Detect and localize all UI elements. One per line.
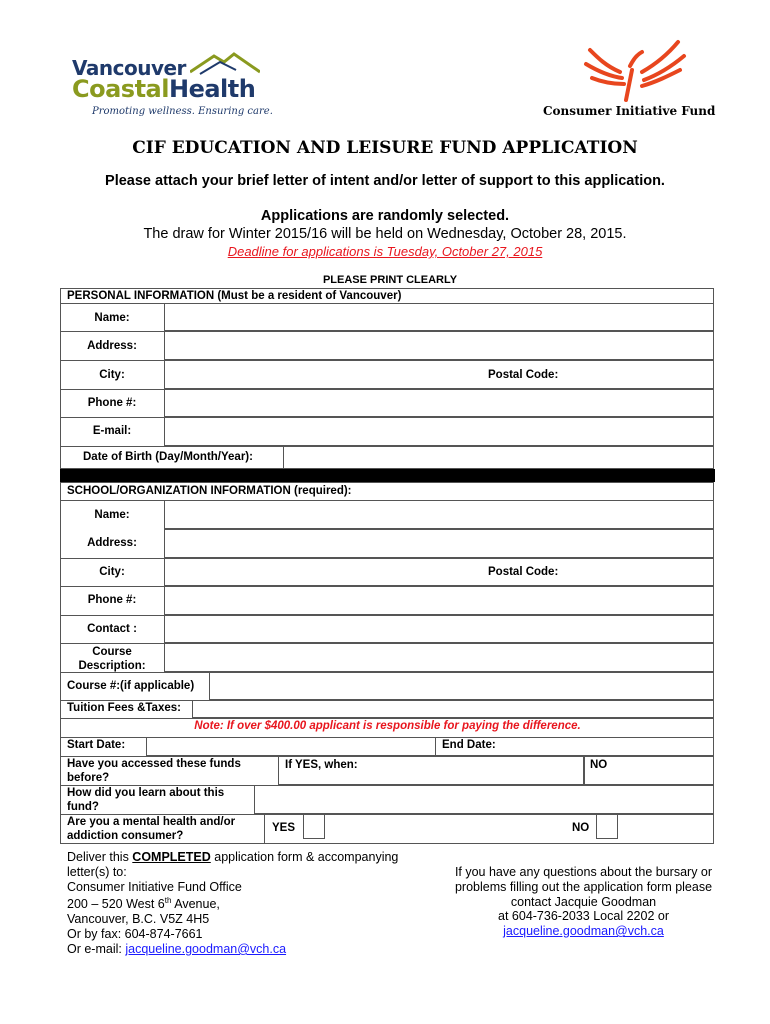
completed-emphasis: COMPLETED (132, 850, 211, 864)
personal-phone-field[interactable] (164, 389, 714, 417)
personal-city-label: City: (99, 369, 125, 381)
personal-name-label: Name: (94, 312, 130, 324)
tuition-note: Note: If over $400.00 applicant is responsible for paying the difference. (194, 720, 581, 732)
start-date-label: Start Date: (67, 739, 126, 751)
email-prefix: Or e-mail: (67, 941, 126, 956)
consumer-label: Are you a mental health and/or addiction consumer? (67, 816, 236, 842)
school-name-label: Name: (94, 509, 130, 521)
personal-email-label: E-mail: (92, 425, 132, 437)
school-course-desc-label: Course Description: (78, 646, 146, 672)
deliver-line4 (67, 894, 427, 912)
address-avenue: Avenue, (171, 897, 220, 912)
end-date-label: End Date: (442, 739, 496, 751)
personal-dob-field[interactable] (283, 446, 714, 469)
delivery-email-link[interactable]: jacqueline.goodman@vch.ca (125, 941, 287, 956)
random-note: Applications are randomly selected. (260, 208, 510, 224)
learn-about-label: How did you learn about this fund? (67, 787, 225, 813)
if-yes-when-field[interactable] (278, 756, 584, 785)
consumer-no-checkbox[interactable] (596, 814, 618, 839)
vch-logo-line1: Vancouver (72, 56, 186, 80)
vch-logo-health: Health (168, 75, 256, 103)
deliver-line3: Consumer Initiative Fund Office (67, 879, 242, 894)
school-course-num-field[interactable] (209, 672, 714, 700)
school-contact-label: Contact : (87, 623, 137, 635)
personal-dob-label: Date of Birth (Day/Month/Year): (83, 451, 253, 463)
delivery-instructions (67, 850, 427, 957)
contact-email-link[interactable]: jacqueline.goodman@vch.ca (503, 924, 664, 939)
address-sup: th (164, 896, 172, 906)
personal-city-field[interactable] (164, 360, 714, 389)
contact-line3: contact Jacquie Goodman (510, 894, 657, 909)
school-phone-label: Phone #: (87, 594, 137, 606)
contact-info (440, 865, 727, 939)
school-phone-field[interactable] (164, 586, 714, 615)
mountain-icon (190, 50, 260, 76)
accessed-no-label: NO (590, 759, 608, 771)
personal-address-field[interactable] (164, 331, 714, 360)
draw-note: The draw for Winter 2015/16 will be held on Wednesday, October 28, 2015. (143, 226, 627, 242)
deliver-line5: Vancouver, B.C. V5Z 4H5 (67, 912, 210, 927)
school-city-label: City: (99, 566, 125, 578)
deliver-line7 (67, 942, 427, 957)
school-city-field[interactable] (164, 558, 714, 586)
cif-logo-label: Consumer Initiative Fund (543, 104, 716, 118)
page-title: CIF EDUCATION AND LEISURE FUND APPLICATION (132, 138, 638, 158)
school-contact-field[interactable] (164, 615, 714, 643)
school-postal-label: Postal Code: (488, 566, 559, 578)
vch-logo-coastal: Coastal (72, 75, 169, 103)
if-yes-when-label: If YES, when: (285, 759, 358, 771)
school-name-field[interactable] (164, 500, 714, 529)
accessed-before-label: Have you accessed these funds before? (67, 758, 241, 784)
deliver-suffix: application form & accompanying (210, 850, 399, 864)
vch-logo-line2 (72, 75, 255, 103)
section-divider (60, 469, 715, 482)
school-tuition-field[interactable] (192, 700, 714, 718)
start-date-field[interactable] (146, 737, 436, 756)
contact-line4: at 604-736-2033 Local 2202 or (498, 909, 669, 924)
school-course-desc-field[interactable] (164, 643, 714, 672)
personal-info-heading: PERSONAL INFORMATION (Must be a resident of Vancouver) (67, 290, 402, 302)
print-clearly-note: PLEASE PRINT CLEARLY (322, 274, 458, 286)
accessed-no-field[interactable] (584, 756, 714, 785)
school-info-heading: SCHOOL/ORGANIZATION INFORMATION (required): (67, 485, 352, 497)
consumer-yes-checkbox[interactable] (303, 814, 325, 839)
deliver-line6: Or by fax: 604-874-7661 (67, 927, 203, 942)
learn-about-field[interactable] (254, 785, 714, 814)
contact-line1: If you have any questions about the bursary or (454, 865, 713, 879)
personal-email-field[interactable] (164, 417, 714, 446)
cif-logo (540, 36, 720, 126)
deadline-note: Deadline for applications is Tuesday, October 27, 2015 (227, 244, 543, 259)
address-street: 200 – 520 West 6 (67, 897, 165, 912)
phoenix-icon (580, 36, 690, 104)
consumer-yes-label: YES (272, 822, 296, 834)
school-course-num-label: Course #:(if applicable) (67, 680, 195, 692)
contact-line2: problems filling out the application form please (454, 879, 713, 894)
school-address-field[interactable] (164, 529, 714, 558)
deliver-line1 (67, 850, 427, 865)
personal-name-field[interactable] (164, 303, 714, 331)
personal-phone-label: Phone #: (87, 397, 137, 409)
end-date-field[interactable] (436, 737, 714, 756)
deliver-prefix: Deliver this (67, 850, 133, 864)
vch-logo (70, 48, 273, 120)
school-tuition-label: Tuition Fees &Taxes: (67, 702, 181, 714)
personal-postal-label: Postal Code: (488, 369, 559, 381)
attach-note: Please attach your brief letter of intent and/or letter of support to this application. (105, 173, 665, 189)
school-address-label: Address: (87, 537, 137, 549)
consumer-no-label: NO (572, 822, 590, 834)
vch-logo-tagline: Promoting wellness. Ensuring care. (92, 106, 273, 117)
consumer-yes-cell (264, 814, 714, 844)
deliver-line2: letter(s) to: (67, 864, 127, 879)
personal-address-label: Address: (87, 340, 137, 352)
